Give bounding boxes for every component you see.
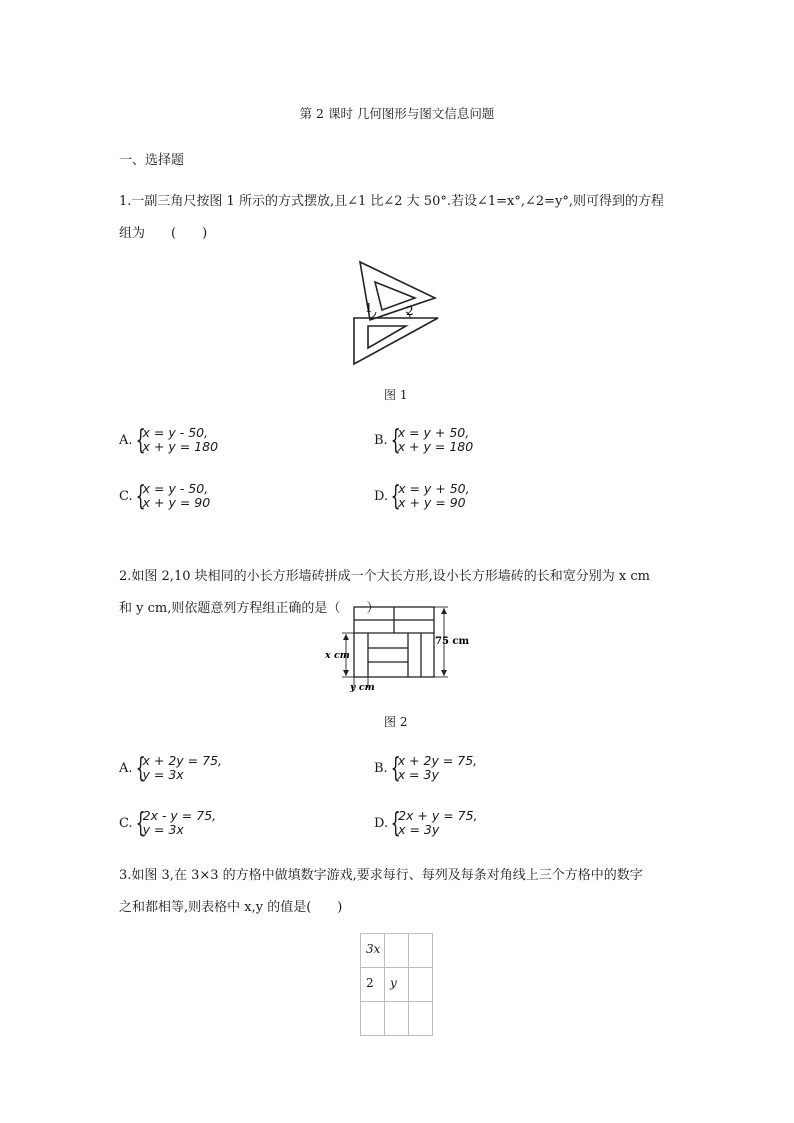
equation-2: x + y = 180 (142, 439, 219, 454)
equation-1: x = y - 50, (142, 481, 209, 496)
equation-2: x + y = 90 (142, 495, 211, 510)
grid-row (361, 1002, 433, 1036)
equation-1: 2x - y = 75, (142, 808, 217, 823)
question-1-line-2: 组为 ( ) (119, 226, 208, 241)
option-label: C. (119, 815, 133, 831)
grid-cell (385, 934, 409, 968)
brace-icon: { (390, 479, 401, 512)
equation-1: x + 2y = 75, (397, 753, 478, 768)
option-label: B. (374, 432, 388, 448)
grid-cell: 2 (361, 968, 385, 1002)
q2-option-d[interactable] (374, 806, 478, 839)
page-title: 第 2 课时 几何图形与图文信息问题 (299, 106, 495, 121)
q1-option-d[interactable] (374, 479, 470, 512)
question-2-line-2: 和 y cm,则依题意列方程组正确的是（ ） (119, 601, 380, 616)
figure-1-caption: 图 1 (384, 388, 408, 402)
option-label: D. (374, 815, 389, 831)
question-3 (119, 860, 679, 924)
brace-icon: { (135, 806, 146, 839)
section-heading: 一、选择题 (119, 153, 185, 168)
figure-1-triangle-rulers (340, 258, 450, 368)
q1-option-a[interactable] (119, 423, 219, 456)
grid-cell (385, 1002, 409, 1036)
question-3-line-2: 之和都相等,则表格中 x,y 的值是( ) (119, 900, 343, 915)
dimension-y-label: y cm (350, 682, 375, 693)
equation-2: y = 3x (142, 822, 184, 837)
option-label: D. (374, 488, 389, 504)
magic-square-grid (360, 933, 433, 1036)
figure-2-brick-wall (322, 602, 472, 694)
lower-triangle-ruler (354, 318, 438, 364)
equation-1: x = y - 50, (142, 425, 209, 440)
grid-cell (409, 1002, 433, 1036)
dimension-75cm-label: 75 cm (435, 636, 470, 647)
grid-cell: y (385, 968, 409, 1002)
brace-icon: { (390, 751, 401, 784)
grid-row (361, 934, 433, 968)
question-3-line-1: 3.如图 3,在 3×3 的方格中做填数字游戏,要求每行、每列及每条对角线上三个方格中的数字 (119, 868, 643, 883)
brace-icon: { (135, 479, 146, 512)
option-label: A. (119, 760, 133, 776)
q1-option-b[interactable] (374, 423, 474, 456)
grid-cell (409, 968, 433, 1002)
grid-cell (409, 934, 433, 968)
equation-2: x = 3y (398, 822, 440, 837)
q2-option-c[interactable] (119, 806, 217, 839)
q2-option-b[interactable] (374, 751, 478, 784)
dimension-x-label: x cm (325, 650, 350, 661)
equation-2: x + y = 90 (398, 495, 466, 510)
equation-1: x = y + 50, (398, 481, 470, 496)
brace-icon: { (135, 423, 146, 456)
grid-cell: 3x (361, 934, 385, 968)
option-label: B. (374, 760, 388, 776)
equation-2: x = 3y (397, 767, 439, 782)
angle-1-label: 1 (365, 301, 373, 315)
question-1-line-1: 1.一副三角尺按图 1 所示的方式摆放,且∠1 比∠2 大 50°.若设∠1=x°,∠2=y°,则可得到的方程 (119, 194, 665, 209)
equation-1: x = y + 50, (397, 425, 470, 440)
brace-icon: { (390, 806, 401, 839)
q1-option-c[interactable] (119, 479, 211, 512)
brace-icon: { (390, 423, 401, 456)
angle-2-label: 2 (406, 304, 414, 318)
lower-triangle-hole (368, 326, 406, 348)
equation-1: x + 2y = 75, (142, 753, 222, 768)
equation-2: x + y = 180 (397, 439, 474, 454)
figure-2-caption: 图 2 (384, 715, 408, 729)
q2-option-a[interactable] (119, 751, 222, 784)
equation-2: y = 3x (142, 767, 184, 782)
grid-cell (361, 1002, 385, 1036)
question-2-line-1: 2.如图 2,10 块相同的小长方形墙砖拼成一个大长方形,设小长方形墙砖的长和宽分别为 x cm (119, 569, 650, 584)
option-label: A. (119, 432, 133, 448)
equation-1: 2x + y = 75, (398, 808, 478, 823)
grid-row (361, 968, 433, 1002)
option-label: C. (119, 488, 133, 504)
question-1 (119, 186, 679, 250)
brace-icon: { (135, 751, 146, 784)
